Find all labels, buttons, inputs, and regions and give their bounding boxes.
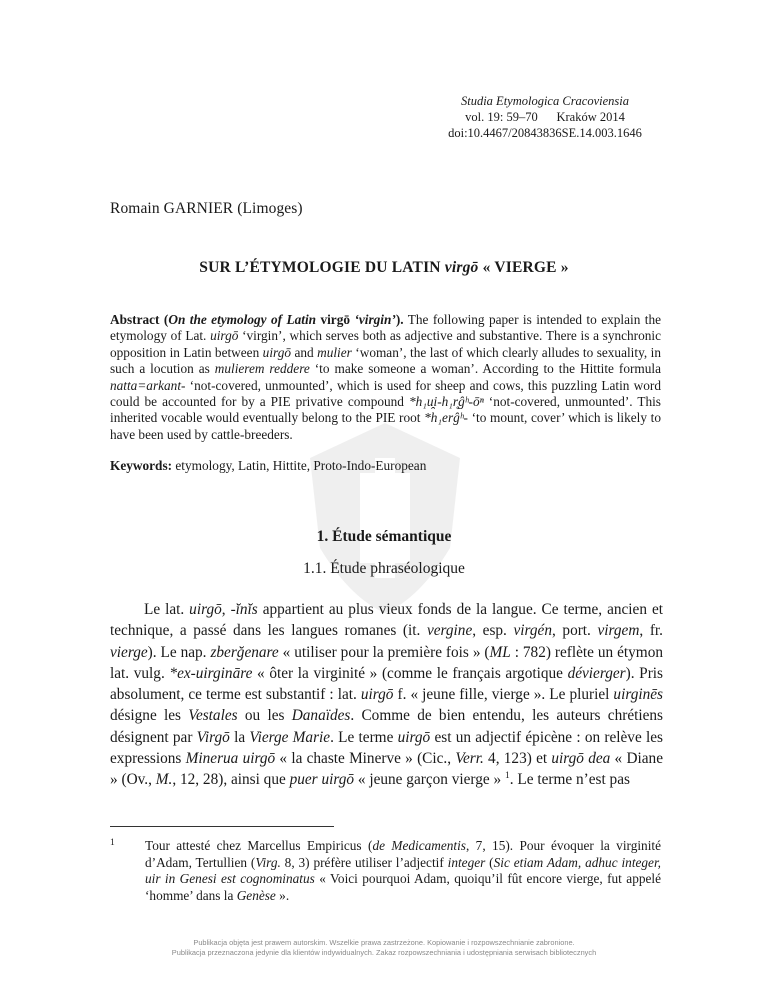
body-text: « utiliser pour la première fois » ( [278, 643, 490, 661]
body-text: « la chaste Minerve » (Cic., [275, 750, 456, 768]
body-text: . Le terme n’est pas [509, 771, 630, 789]
body-term: vergine [426, 622, 473, 640]
abstract [110, 312, 661, 443]
body-term: M. [155, 771, 173, 789]
abstract-text: The following paper is intended to explain the etymology of Lat. [110, 312, 662, 344]
body-term: zberğenare [210, 643, 279, 661]
abstract-term: *h₁erĝʰ- [424, 410, 468, 426]
body-text: est un adjectif épicène : on relève les expressions [110, 728, 663, 768]
footnote [110, 838, 661, 904]
body-text: désigne les [110, 707, 189, 725]
body-paragraph [110, 599, 663, 791]
title-word: virgō [444, 259, 479, 276]
body-text: la [229, 728, 250, 746]
body-term: Virgō [196, 728, 230, 746]
abstract-term: mulier [317, 344, 352, 360]
body-text: Le lat. [144, 601, 190, 618]
body-text: « Diane » (Ov., [110, 750, 663, 789]
copyright-notice [0, 938, 768, 958]
abstract-text: ‘to mount, cover’ which is likely to have been used by cattle-breeders. [110, 410, 661, 442]
body-text: f. « jeune fille, vierge ». Le pluriel [393, 686, 614, 704]
subsection-heading: 1.1. Étude phraséologique [303, 560, 465, 577]
body-term: *ex-uirgināre [169, 664, 253, 682]
footnote-term: Sic etiam Adam, adhuc integer, uir in Genesi est cognominatus [145, 854, 661, 887]
section-heading: 1. Étude sémantique [316, 528, 452, 545]
keywords [110, 458, 661, 474]
body-term: virgén [513, 622, 552, 640]
footnote-ref[interactable]: 1 [504, 771, 510, 782]
copyright-line-2: Publikacja przeznaczona jedynie dla klientów indywidualnych. Zakaz rozpowszechniania i udostępniania serwisach bibliotecznych [171, 948, 597, 957]
footnote-term: de Medicamentis [372, 838, 466, 853]
keywords-label: Keywords: [110, 458, 173, 473]
body-text: . Comme de bien entendu, les auteurs chrétiens désignent par [110, 707, 664, 746]
body-text: , fr. [639, 622, 663, 640]
footnote-text: 8, 3) préfère utiliser l’adjectif [280, 854, 448, 870]
body-text: « jeune garçon vierge » [354, 771, 505, 789]
body-term: Danaïdes [291, 707, 351, 725]
footnote-term: Virg. [255, 854, 281, 870]
body-text: ). Pris absolument, ce terme est substantif : lat. [110, 664, 663, 704]
body-text: 4, 123) et [483, 750, 552, 768]
body-text: , esp. [472, 622, 514, 640]
footnote-text: ( [485, 854, 494, 870]
journal-place-year: Kraków 2014 [556, 110, 625, 124]
abstract-term: uirgō [262, 344, 291, 360]
body-term: -ĭnĭs [230, 601, 258, 618]
author-name: Romain GARNIER (Limoges) [110, 200, 303, 217]
body-term: Vestales [188, 707, 238, 725]
body-text: . Le terme [330, 728, 398, 746]
footnote-term: integer [447, 854, 486, 870]
abstract-term: mulierem reddere [214, 361, 310, 377]
abstract-label-gloss: ‘virgin’ [350, 312, 396, 327]
title-suffix: « VIERGE » [478, 259, 569, 276]
journal-volume-line [420, 109, 670, 125]
body-text: appartient au plus vieux fonds de la langue. Ce terme, ancien et technique, a passé dans les langues romanes (it. [110, 601, 663, 640]
body-term: Minerua uirgō [185, 750, 276, 768]
body-term: uirgō [189, 601, 222, 618]
body-term: virgem [597, 622, 640, 640]
body-term: Vierge Marie [249, 728, 331, 746]
body-term: uirgō [360, 686, 394, 704]
footnote-text: ». [275, 887, 290, 903]
body-text: , port. [552, 622, 598, 640]
keywords-list: etymology, Latin, Hittite, Proto-Indo-European [172, 458, 427, 473]
abstract-term: natta=arkant- [110, 377, 186, 393]
body-text: « ôter la virginité » (comme le français argotique [252, 664, 568, 682]
abstract-label-end: ). [395, 312, 404, 327]
footnote-text: « Voici pourquoi Adam, quoiqu’il fût encore vierge, fut appelé ‘homme’ dans la [145, 871, 661, 903]
body-term: uirgō [397, 728, 431, 746]
article-title [0, 259, 768, 277]
journal-header [420, 93, 670, 141]
abstract-text: ‘not-covered, unmounted’, which is used for sheep and cows, this puzzling Latin word could be accounted for by a PIE privative compound [110, 377, 661, 410]
abstract-label-italic: On the etymology of Latin [168, 312, 321, 327]
body-term: dévierger [567, 664, 626, 682]
abstract-term: uirgō [210, 328, 239, 344]
abstract-text: ‘woman’, the last of which clearly alludes to sexuality, in such a locution as [110, 344, 661, 377]
footnote-text: Tour attesté chez Marcellus Empiricus ( [145, 838, 373, 853]
footnote-rule [110, 826, 334, 827]
watermark-crest-icon [300, 418, 470, 618]
journal-name: Studia Etymologica Cracoviensia [460, 94, 630, 108]
body-term: ML [489, 643, 511, 661]
abstract-label-text: Abstract ( [110, 312, 169, 327]
footnote-number: 1 [110, 838, 115, 848]
abstract-text: and [291, 344, 318, 360]
body-text: , [221, 601, 231, 618]
body-text: ou les [237, 707, 292, 725]
body-term: puer uirgō [289, 771, 355, 789]
body-term: uirgō dea [551, 750, 611, 768]
body-term: vierge [110, 643, 148, 661]
body-text: : 782) reflète un étymon lat. vulg. [110, 643, 663, 682]
body-term: uirginēs [613, 686, 663, 704]
footnote-text: , 7, 15). Pour évoquer la virginité d’Adam, Tertullien ( [145, 838, 661, 870]
abstract-term: *h₁u̯i-h₁r̥ĝʰ-ōⁿ [408, 394, 484, 410]
title-prefix: SUR L’ÉTYMOLOGIE DU LATIN [199, 259, 445, 276]
copyright-line-1: Publikacja objęta jest prawem autorskim. Wszelkie prawa zastrzeżone. Kopiowanie i rozpowszechnianie zabronione. [193, 938, 575, 947]
abstract-text: ‘virgin’, which serves both as adjective and substantive. There is a synchronic opposition in Latin between [110, 328, 662, 360]
footnote-term: Genèse [236, 887, 276, 903]
body-text: , 12, 28), ainsi que [172, 771, 290, 789]
footnote-body [145, 838, 661, 904]
journal-doi: doi:10.4467/20843836SE.14.003.1646 [448, 126, 642, 140]
abstract-label-word: virgō [320, 312, 351, 327]
abstract-label [110, 312, 404, 327]
abstract-text: ‘not-covered, unmounted’. This inherited vocable would eventually belong to the PIE root [110, 394, 661, 426]
body-text: ). Le nap. [147, 643, 211, 661]
journal-volume: vol. 19: 59–70 [465, 110, 538, 124]
body-term: Verr. [455, 750, 484, 768]
abstract-text: ‘to make someone a woman’. According to the Hittite formula [309, 361, 661, 377]
